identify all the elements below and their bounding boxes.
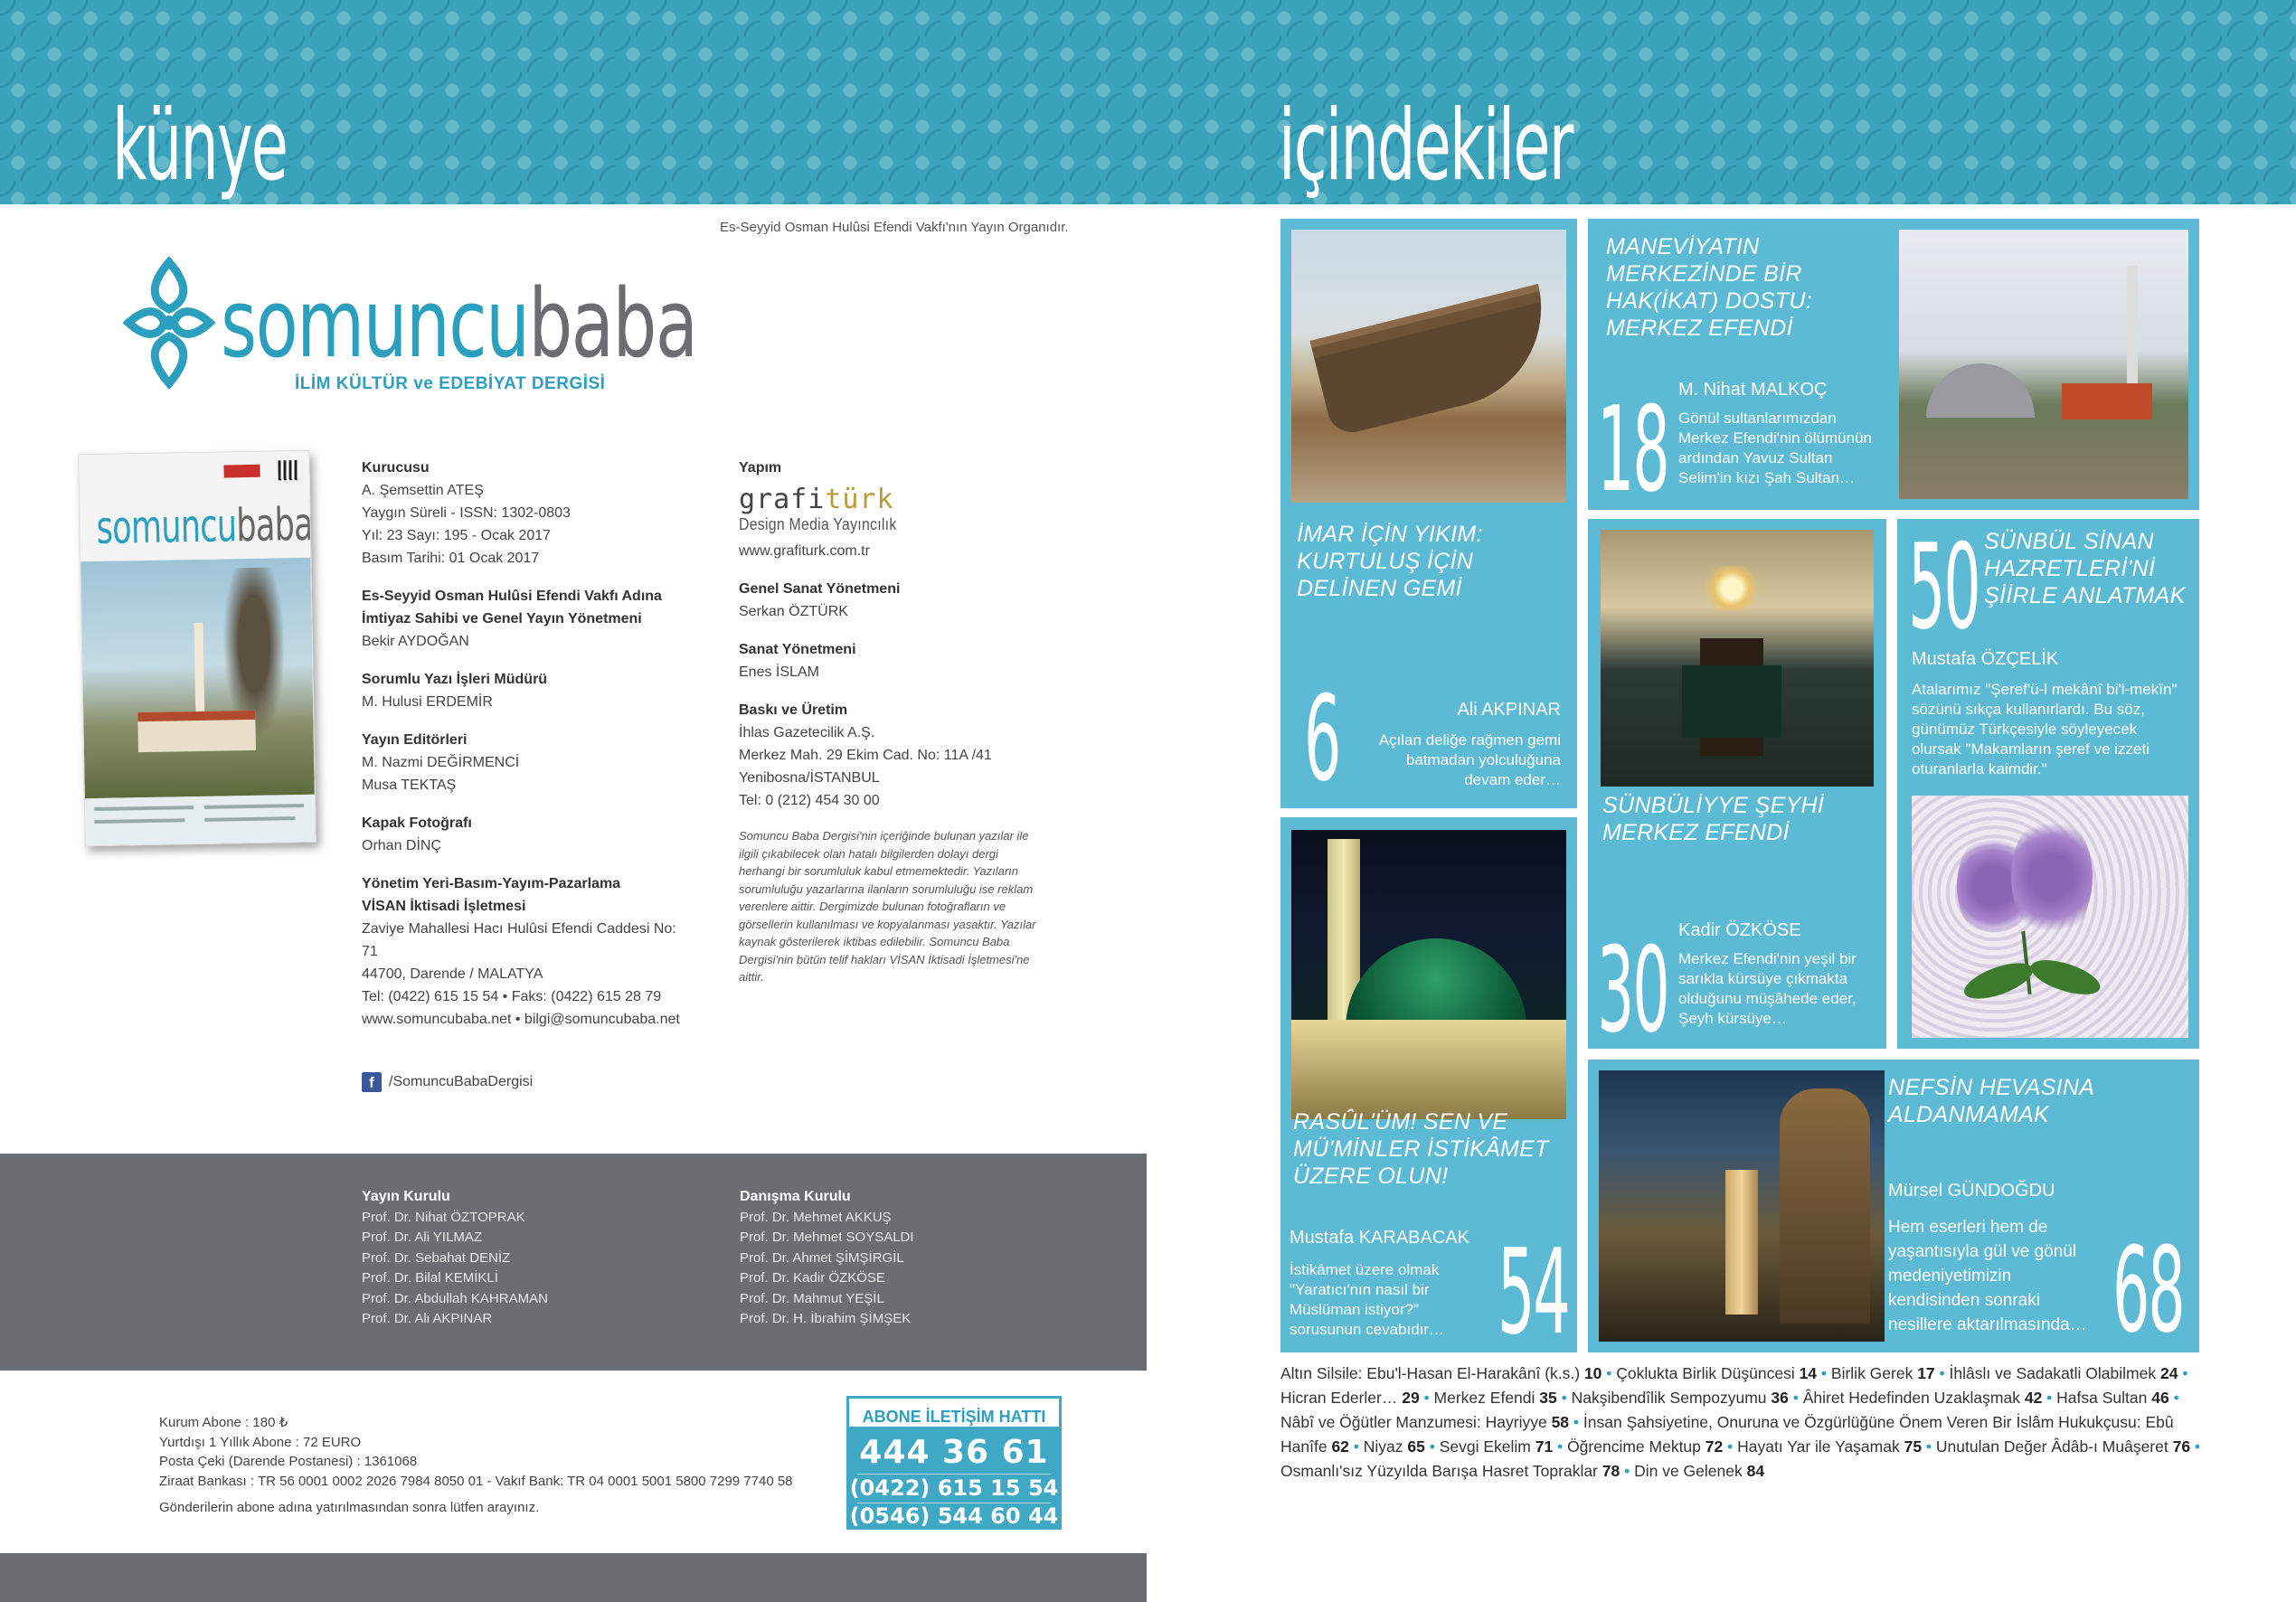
board-member: Prof. Dr. Kadir ÖZKÖSE: [740, 1270, 885, 1286]
bullet-separator: •: [2190, 1437, 2201, 1456]
lilac-painting-photo: [1912, 796, 2188, 1038]
toc-entry-title: Sevgi Ekelim: [1439, 1437, 1535, 1456]
founder-name: A. Şemsettin ATEŞ: [362, 483, 484, 498]
mosque-village-photo: [1899, 230, 2188, 499]
board-member: Prof. Dr. Ali YILMAZ: [362, 1230, 483, 1245]
toc-entry-title: Niyaz: [1363, 1437, 1408, 1456]
disclaimer-text: Somuncu Baba Dergisi'nin içeriğinde bulunan yazılar ile ilgili çıkabilecek olan hatalı bilgilerden dolayı dergi herhangi bir sorumluluk kabul etmemektedir. Yazıların sorumluluğu yazarlarına ilanların sorumluluğu ise reklam verenlere aittir. Dergimizde bulunan fotoğrafların ve görsellerin kullanılması ve kopyalanması yasaktır. Yazılar kaynak gösterilerek iktibas edilebilir. Somuncu Baba Dergisi'nin bütün telif hakları VİSAN İktisadi İşletmesi'ne aittir.: [739, 829, 1036, 984]
article-author: Kadir ÖZKÖSE: [1678, 920, 1801, 940]
art-director-general-heading: Genel Sanat Yönetmeni: [739, 581, 901, 597]
boards-band: [0, 1154, 1147, 1371]
managing-editor: M. Hulusi ERDEMİR: [362, 694, 493, 710]
toc-entry-page: 58: [1551, 1413, 1570, 1431]
cover-logo: somuncubaba: [96, 497, 314, 554]
advisory-board-heading: Danışma Kurulu: [740, 1189, 851, 1204]
issue-line: Yıl: 23 Sayı: 195 - Ocak 2017: [362, 528, 552, 543]
editor-1: M. Nazmi DEĞİRMENCİ: [362, 755, 520, 770]
toc-entry-page: 42: [2024, 1389, 2043, 1407]
article-page-number: 50: [1908, 519, 1979, 655]
article-tile-18[interactable]: [1588, 219, 2199, 510]
postal-check: Posta Çeki (Darende Postanesi) : 1361068: [159, 1454, 418, 1469]
article-title: NEFSİN HEVASINA ALDANMAMAK: [1888, 1075, 2094, 1127]
green-dome-mosque-photo: [1291, 830, 1566, 1098]
address-line-1: Zaviye Mahallesi Hacı Hulûsi Efendi Caddesi No: 71: [362, 921, 676, 959]
address-line-2: 44700, Darende / MALATYA: [362, 966, 543, 982]
editorial-board: [362, 1187, 548, 1330]
bullet-separator: •: [2168, 1389, 2179, 1407]
print-date: Basım Tarihi: 01 Ocak 2017: [362, 551, 540, 566]
article-page-number: 30: [1597, 921, 1668, 1049]
magazine-cover-image: [78, 450, 317, 846]
bullet-separator: •: [2178, 1364, 2188, 1382]
subscription-info: [159, 1413, 793, 1518]
logo-subtitle: İLİM KÜLTÜR ve EDEBİYAT DERGİSİ: [295, 374, 606, 393]
printing-heading: Baskı ve Üretim: [739, 702, 848, 718]
toc-entry-page: 14: [1799, 1364, 1818, 1382]
bullet-separator: •: [1620, 1462, 1635, 1480]
cover-photographer: Orhan DİNÇ: [362, 838, 442, 853]
article-summary: Açılan deliğe rağmen gemi batmadan yolculuğuna devam eder…: [1378, 731, 1561, 788]
article-tile-54[interactable]: [1280, 817, 1577, 1352]
bullet-separator: •: [1553, 1437, 1568, 1456]
tomb-interior-photo: [1601, 530, 1874, 787]
patterned-header-banner: [0, 0, 2296, 204]
toc-entry-page: 62: [1331, 1437, 1349, 1456]
hotline-number-3[interactable]: (0546) 544 60 44: [849, 1503, 1059, 1529]
bullet-separator: •: [1348, 1437, 1364, 1456]
toc-entry-page: 84: [1746, 1462, 1765, 1480]
article-page-number: 54: [1498, 1223, 1569, 1352]
board-member: Prof. Dr. Abdullah KAHRAMAN: [362, 1290, 548, 1306]
toc-entry[interactable]: [1280, 1413, 1569, 1431]
section-title-kunye: künye: [112, 90, 288, 203]
toc-entry-page: 24: [2159, 1364, 2178, 1382]
toc-entry-page: 76: [2172, 1437, 2191, 1456]
management-heading: Yönetim Yeri-Basım-Yayım-Pazarlama: [362, 876, 621, 891]
toc-entry[interactable]: [1831, 1364, 1935, 1382]
bullet-separator: •: [1602, 1364, 1617, 1382]
toc-entry[interactable]: [1280, 1364, 1602, 1382]
board-member: Prof. Dr. Sebahat DENİZ: [362, 1249, 511, 1266]
article-tile-30[interactable]: [1588, 519, 1886, 1049]
phone-fax: Tel: (0422) 615 15 54 • Faks: (0422) 615 28 79: [362, 989, 662, 1004]
credits-column-2: [739, 457, 1037, 986]
editor-2: Musa TEKTAŞ: [362, 777, 457, 793]
article-author: Ali AKPINAR: [1457, 700, 1561, 720]
toc-entry-title: Unutulan Değer Âdâb-ı Muâşeret: [1935, 1437, 2173, 1456]
managing-editor-heading: Sorumlu Yazı İşleri Müdürü: [362, 672, 548, 687]
board-member: Prof. Dr. Nihat ÖZTOPRAK: [362, 1209, 525, 1225]
article-author: Mustafa KARABACAK: [1290, 1228, 1469, 1248]
institution-fee: Kurum Abone : 180 ₺: [159, 1415, 288, 1430]
bullet-separator: •: [1788, 1389, 1803, 1407]
toc-entry-page: 78: [1602, 1462, 1620, 1480]
board-member: Prof. Dr. Bilal KEMİKLİ: [362, 1270, 498, 1286]
toc-entry-title: Hafsa Sultan: [2056, 1389, 2152, 1407]
toc-entry[interactable]: [1364, 1437, 1425, 1456]
credits-column-1: [362, 457, 687, 1046]
toc-entry-page: 72: [1705, 1437, 1724, 1456]
article-author: Mürsel GÜNDOĞDU: [1888, 1181, 2055, 1201]
facebook-handle: /SomuncuBabaDergisi: [389, 1074, 534, 1089]
toc-entry-title: Hicran Ederler…: [1280, 1389, 1403, 1407]
toc-entry[interactable]: [1280, 1389, 1420, 1407]
toc-entry-title: Çoklukta Birlik Düşüncesi: [1616, 1364, 1800, 1382]
hotline-number-2[interactable]: (0422) 615 15 54: [849, 1475, 1059, 1501]
toc-entry[interactable]: [1803, 1389, 2043, 1407]
article-page-number: 6: [1304, 670, 1340, 807]
toc-entry[interactable]: [1616, 1364, 1817, 1382]
toc-entry[interactable]: [1950, 1364, 2178, 1382]
bullet-separator: •: [1817, 1364, 1831, 1382]
toc-entry-page: 71: [1535, 1437, 1554, 1456]
board-member: Prof. Dr. Mehmet AKKUŞ: [740, 1209, 892, 1225]
web-email[interactable]: www.somuncubaba.net • bilgi@somuncubaba.net: [362, 1012, 680, 1027]
license-heading-2: İmtiyaz Sahibi ve Genel Yayın Yönetmeni: [362, 611, 642, 627]
board-member: Prof. Dr. Ali AKPINAR: [362, 1311, 493, 1326]
license-heading-1: Es-Seyyid Osman Hulûsi Efendi Vakfı Adına: [362, 589, 662, 604]
cover-photo-heading: Kapak Fotoğrafı: [362, 815, 472, 831]
grafiturk-logo: grafitürk Design Media Yayıncılık: [739, 484, 897, 533]
toc-entry[interactable]: [1572, 1389, 1789, 1407]
toc-entry-title: İhlâslı ve Sadakatli Olabilmek: [1949, 1364, 2160, 1382]
toc-entry[interactable]: [1440, 1437, 1553, 1456]
issn-line: Yaygın Süreli - ISSN: 1302-0803: [362, 505, 571, 521]
license-holder: Bekir AYDOĞAN: [362, 634, 469, 649]
production-heading: Yapım: [739, 460, 782, 476]
section-title-icindekiler: içindekiler: [1279, 90, 1573, 203]
board-member: Prof. Dr. Mehmet SOYSALDI: [740, 1230, 914, 1245]
grafiturk-web[interactable]: www.grafiturk.com.tr: [739, 543, 870, 559]
toc-entry-title: Merkez Efendi: [1433, 1389, 1540, 1407]
printer-phone: Tel: 0 (212) 454 30 00: [739, 793, 880, 808]
toc-entry-page: 10: [1583, 1364, 1602, 1382]
management-company: VİSAN İktisadi İşletmesi: [362, 899, 526, 914]
logo-wordmark: somuncubaba: [221, 269, 697, 379]
toc-entry[interactable]: [1567, 1437, 1723, 1456]
article-summary: Merkez Efendi'nin yeşil bir sarıkla kürsüye çıkmakta olduğunu müşâhede eder, Şeyh kürsüye…: [1678, 950, 1857, 1027]
article-page-number: 68: [2112, 1221, 2184, 1352]
toc-entry-title: Altın Silsile: Ebu'l-Hasan El-Harakânî (k.s.): [1280, 1364, 1584, 1382]
article-summary: Hem eserleri hem de yaşantısıyla gül ve gönül medeniyetimizin kendisinden sonraki nesillere aktarılmasında…: [1888, 1218, 2087, 1334]
toc-entry-title: Din ve Gelenek: [1634, 1462, 1747, 1480]
article-summary: Atalarımız "Şeref'ü-l mekânî bi'l-mekîn" sözünü sıkça kullanırlardı. Bu söz, günümüz Türkçesiyle söyleyecek olursak "Makamların şeref ve izzeti oturanlarla kaimdir.": [1912, 681, 2178, 777]
bullet-separator: •: [1922, 1437, 1936, 1456]
bullet-separator: •: [2042, 1389, 2057, 1407]
article-summary: Gönül sultanlarımızdan Merkez Efendi'nin ölümünün ardından Yavuz Sultan Selim'in kızı Şah Sultan…: [1678, 410, 1872, 486]
toc-entry-page: 29: [1402, 1389, 1420, 1407]
article-page-number: 18: [1597, 381, 1668, 510]
toc-entry-title: İnsan Şahsiyetine, Onuruna ve Özgürlüğüne Önem Veren Bir İslâm Hukukçusu: Ebû Hanîfe: [1280, 1413, 2174, 1456]
founder-heading: Kurucusu: [362, 460, 430, 476]
article-tile-50[interactable]: [1897, 519, 2199, 1049]
article-author: M. Nihat MALKOÇ: [1678, 380, 1828, 400]
toc-entry-title: Öğrencime Mektup: [1567, 1437, 1705, 1456]
toc-entry-title: Âhiret Hedefinden Uzaklaşmak: [1802, 1389, 2025, 1407]
ornament-logo-icon: [123, 257, 215, 389]
bullet-separator: •: [1723, 1437, 1738, 1456]
bullet-separator: •: [1934, 1364, 1950, 1382]
toc-entry[interactable]: [1634, 1462, 1764, 1480]
hotline-number-main[interactable]: 444 36 61: [859, 1434, 1049, 1471]
toc-entry[interactable]: [1936, 1437, 2190, 1456]
bank-accounts: Ziraat Bankası : TR 56 0001 0002 2026 7984 8050 01 - Vakıf Bank: TR 04 0001 5001 5800 7299 7740 58: [159, 1473, 793, 1489]
toc-entry-page: 17: [1917, 1364, 1935, 1382]
article-title: İMAR İÇİN YIKIM: KURTULUŞ İÇİN DELİNEN GEMİ: [1297, 522, 1483, 601]
toc-entry-title: Nâbî ve Öğütler Manzumesi: Hayriyye: [1280, 1413, 1552, 1431]
toc-entry-title: Osmanlı'sız Yüzyılda Barışa Hasret Topraklar: [1280, 1462, 1602, 1480]
board-member: Prof. Dr. H. İbrahim ŞİMŞEK: [740, 1311, 912, 1326]
article-tile-6[interactable]: [1280, 219, 1577, 808]
art-director-heading: Sanat Yönetmeni: [739, 642, 856, 657]
printer-name: İhlas Gazetecilik A.Ş.: [739, 725, 875, 740]
subscription-note: Gönderilerin abone adına yatırılmasından sonra lütfen arayınız.: [159, 1500, 540, 1515]
footer-band: [0, 1553, 1147, 1602]
toc-entry-page: 36: [1771, 1389, 1789, 1407]
editors-heading: Yayın Editörleri: [362, 732, 468, 748]
publisher-note: Es-Seyyid Osman Hulûsi Efendi Vakfı'nın Yayın Organıdır.: [720, 220, 1069, 235]
board-member: Prof. Dr. Ahmet ŞİMŞİRGİL: [740, 1249, 904, 1266]
art-director-general: Serkan ÖZTÜRK: [739, 604, 848, 619]
bullet-separator: •: [1419, 1389, 1434, 1407]
other-articles-list: [1280, 1362, 2203, 1484]
subscription-hotline-box: [846, 1396, 1062, 1530]
toc-entry-page: 46: [2151, 1389, 2169, 1407]
article-author: Mustafa ÖZÇELİK: [1912, 649, 2059, 669]
toc-entry-page: 65: [1407, 1437, 1425, 1456]
article-summary: İstikâmet üzere olmak "Yaratıcı'nın nasıl bir Müslüman istiyor?" sorusunun cevabıdır…: [1290, 1261, 1445, 1338]
wrecked-boat-photo: [1291, 230, 1566, 503]
bullet-separator: •: [1424, 1437, 1440, 1456]
article-title: RASÛL'ÜM! SEN VE MÜ'MİNLER İSTİKÂMET ÜZERE OLUN!: [1293, 1109, 1549, 1189]
editorial-board-heading: Yayın Kurulu: [362, 1189, 450, 1204]
facebook-icon: f: [362, 1072, 382, 1092]
facebook-link[interactable]: [362, 1072, 533, 1092]
toc-entry-page: 75: [1904, 1437, 1923, 1456]
abroad-fee: Yurtdışı 1 Yıllık Abone : 72 EURO: [159, 1434, 362, 1450]
toc-entry-title: Birlik Gerek: [1830, 1364, 1918, 1382]
toc-entry-title: Nakşibendîlik Sempozyumu: [1571, 1389, 1772, 1407]
bullet-separator: •: [1556, 1389, 1572, 1407]
board-member: Prof. Dr. Mahmut YEŞİL: [740, 1290, 884, 1306]
toc-entry-page: 35: [1539, 1389, 1557, 1407]
advisory-board: [740, 1187, 914, 1330]
rock-tower-photo: [1599, 1070, 1885, 1342]
toc-entry[interactable]: [1280, 1462, 1620, 1480]
art-director: Enes İSLAM: [739, 664, 819, 680]
article-title: SÜNBÜLİYYE ŞEYHİ MERKEZ EFENDİ: [1602, 793, 1825, 845]
printer-address-1: Merkez Mah. 29 Ekim Cad. No: 11A /41: [739, 748, 992, 763]
article-title: MANEVİYATIN MERKEZİNDE BİR HAK(İKAT) DOSTU: MERKEZ EFENDİ: [1606, 234, 1812, 341]
toc-entry[interactable]: [1737, 1437, 1922, 1456]
toc-entry-title: Hayatı Yar ile Yaşamak: [1737, 1437, 1904, 1456]
printer-address-2: Yenibosna/İSTANBUL: [739, 770, 880, 786]
toc-entry[interactable]: [2056, 1389, 2169, 1407]
article-tile-68[interactable]: [1588, 1060, 2199, 1352]
article-title: SÜNBÜL SİNAN HAZRETLERİ'Nİ ŞİİRLE ANLATMAK: [1984, 529, 2186, 608]
bullet-separator: •: [1569, 1413, 1583, 1431]
hotline-title: ABONE İLETİŞİM HATTI: [846, 1396, 1062, 1427]
toc-entry[interactable]: [1434, 1389, 1557, 1407]
